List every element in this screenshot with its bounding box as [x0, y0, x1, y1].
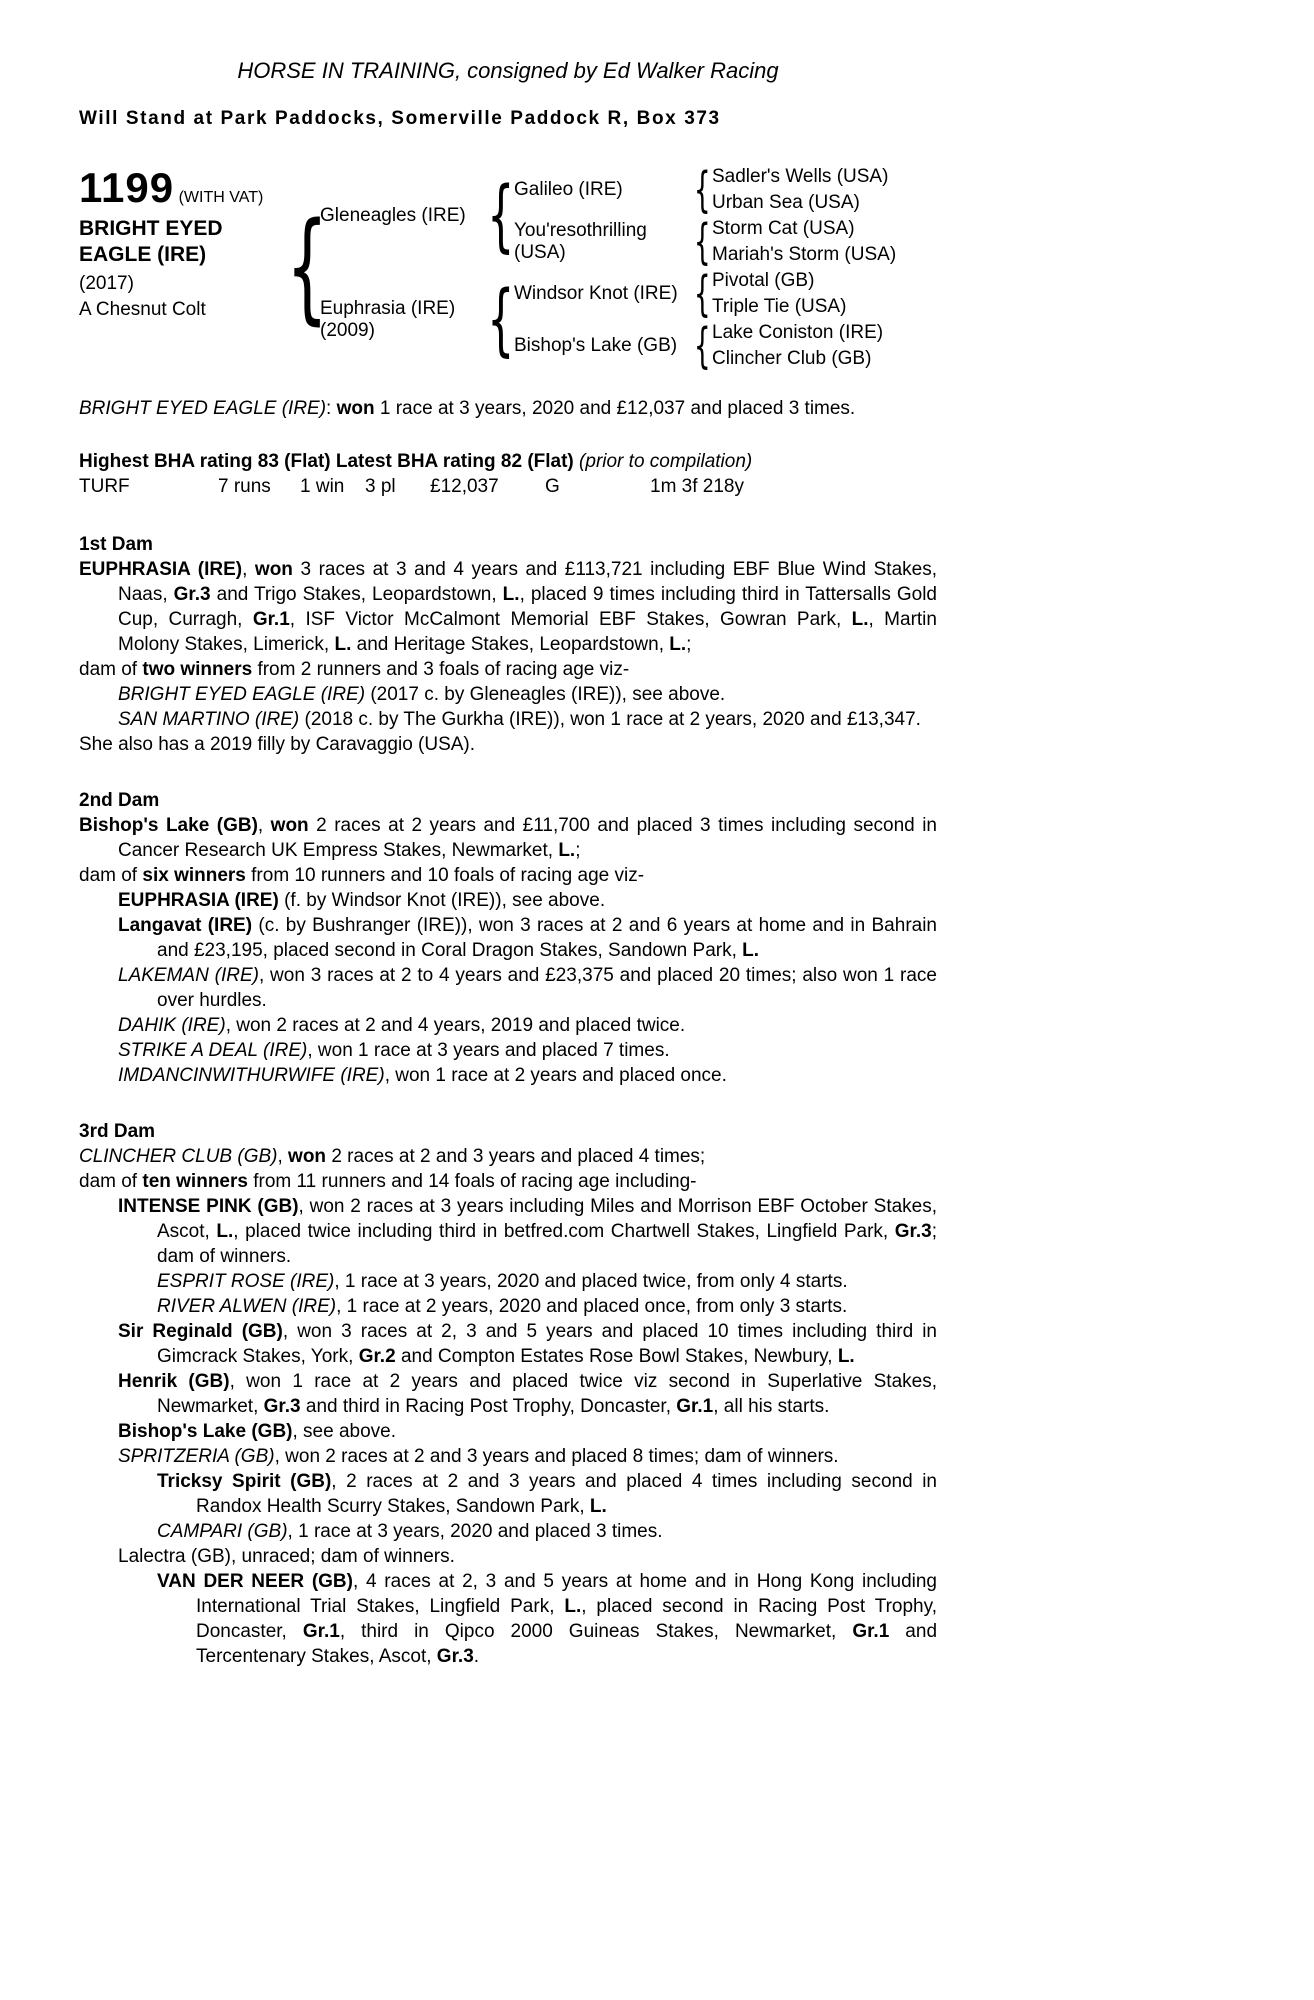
text-segment: , placed twice including third in betfred.com Chartwell Stakes, Lingfield Park, — [233, 1221, 895, 1242]
text-segment: , see above. — [292, 1421, 397, 1442]
text-segment: and Trigo Stakes, Leopardstown, — [210, 584, 503, 605]
pedigree-brace-icon: { — [693, 214, 711, 270]
text-segment: (2017 c. by Gleneagles (IRE)), see above. — [365, 684, 726, 705]
text-segment: Gr.3 — [436, 1646, 474, 1667]
lot-info — [79, 164, 294, 321]
pedigree-brace-icon: { — [487, 171, 515, 261]
text-segment: ; — [575, 840, 581, 861]
text-segment: Gr.3 — [173, 584, 211, 605]
text-segment: and Tercentenary Stakes, Ascot, — [196, 1621, 938, 1667]
catalogue-paragraph — [79, 913, 937, 963]
catalogue-paragraph — [79, 707, 937, 732]
text-segment: , all his starts. — [713, 1396, 830, 1417]
text-segment: L. — [334, 634, 352, 655]
text-segment: L. — [742, 940, 760, 961]
catalogue-paragraph — [79, 1544, 937, 1569]
catalogue-paragraph — [79, 1444, 937, 1469]
text-segment: EUPHRASIA (IRE) — [118, 890, 279, 911]
catalogue-paragraph — [79, 963, 937, 1013]
text-segment: and third in Racing Post Trophy, Doncaster, — [300, 1396, 677, 1417]
text-segment: . — [473, 1646, 480, 1667]
text-segment: , 2 races at 2 and 3 years and placed 4 times including second in Randox Health Scurry Stakes, Sandown Park, — [196, 1471, 937, 1517]
brace-cell — [692, 320, 712, 372]
great-grandparent-name: Clincher Club (GB) — [712, 348, 872, 370]
pedigree-table — [79, 164, 937, 372]
dam-name-text: Euphrasia (IRE) — [320, 298, 456, 320]
catalogue-paragraph — [79, 557, 937, 657]
horse-name-line2: EAGLE (IRE) — [79, 243, 207, 267]
brace-column-gen3 — [692, 164, 712, 372]
catalogue-paragraph — [79, 813, 937, 863]
text-segment: from 2 runners and 3 foals of racing age viz- — [252, 659, 630, 680]
catalogue-paragraph — [79, 1369, 937, 1419]
text-segment: , won 3 races at 2 to 4 years and £23,375 and placed 20 times; also won 1 race over hurdles. — [157, 965, 937, 1011]
vat-note: (WITH VAT) — [178, 189, 264, 206]
text-segment: 2 races at 2 years and £11,700 and placed 3 times including second in Cancer Research UK Empress Stakes, Newmarket, — [118, 815, 937, 861]
pedigree-brace-icon: { — [693, 266, 711, 322]
text-segment: won — [288, 1146, 327, 1167]
text-segment: DAHIK (IRE) — [118, 1015, 226, 1036]
section-3rd-dam — [79, 1119, 937, 1669]
pedigree-brace-icon: { — [487, 275, 515, 365]
catalogue-paragraph — [79, 1269, 937, 1294]
text-segment: STRIKE A DEAL (IRE) — [118, 1040, 308, 1061]
great-grandparent-name: Triple Tie (USA) — [712, 296, 847, 318]
brace-cell — [488, 268, 514, 372]
text-segment: Lalectra (GB), unraced; dam of winners. — [118, 1546, 455, 1567]
text-segment: CAMPARI (GB) — [157, 1521, 288, 1542]
sire-name-text: Gleneagles (IRE) — [320, 205, 466, 227]
sire-name — [320, 164, 488, 268]
text-segment: ten winners — [142, 1171, 248, 1192]
text-segment: CLINCHER CLUB (GB) — [79, 1146, 278, 1167]
turf-going: G — [545, 476, 560, 497]
text-segment: Gr.1 — [252, 609, 290, 630]
catalogue-paragraph — [79, 1469, 937, 1519]
pedigree-brace-icon: { — [693, 162, 711, 218]
turf-surface-label: TURF — [79, 476, 130, 497]
text-segment: dam of — [79, 865, 143, 886]
turf-distance: 1m 3f 218y — [650, 476, 744, 497]
horse-name-line1: BRIGHT EYED — [79, 217, 223, 240]
great-grandparent-name: Sadler's Wells (USA) — [712, 166, 889, 188]
stand-location: Will Stand at Park Paddocks, Somerville Paddock R, Box 373 — [79, 108, 721, 129]
text-segment: Highest BHA rating 83 (Flat) Latest BHA rating 82 (Flat) — [79, 451, 574, 472]
text-segment: and Heritage Stakes, Leopardstown, — [351, 634, 670, 655]
text-segment: SAN MARTINO (IRE) — [118, 709, 300, 730]
text-segment: IMDANCINWITHURWIFE (IRE) — [118, 1065, 385, 1086]
text-segment: Henrik (GB) — [118, 1371, 230, 1392]
text-segment: She also has a 2019 filly by Caravaggio (USA). — [79, 734, 476, 755]
lot-number-row — [79, 164, 294, 212]
text-segment: Gr.1 — [302, 1621, 340, 1642]
catalogue-paragraph — [79, 1294, 937, 1319]
text-segment: Gr.3 — [894, 1221, 932, 1242]
brace-cell — [692, 216, 712, 268]
text-segment: (c. by Bushranger (IRE)), won 3 races at 2 and 6 years at home and in Bahrain and £23,195, placed second in Coral Dragon Stakes, Sandown Park, — [157, 915, 937, 961]
text-segment: , placed 9 times including third in Tattersalls Gold Cup, Curragh, — [118, 584, 937, 630]
text-segment: BRIGHT EYED EAGLE (IRE) — [118, 684, 366, 705]
turf-wins: 1 win — [300, 476, 345, 497]
pedigree-brace-icon: { — [693, 318, 711, 374]
great-grandparent-name: Lake Coniston (IRE) — [712, 322, 884, 344]
text-segment: , 1 race at 3 years, 2020 and placed twice, from only 4 starts. — [334, 1271, 848, 1292]
text-segment: , won 1 race at 3 years and placed 7 times. — [307, 1040, 670, 1061]
text-segment: : — [326, 398, 337, 419]
pedigree-generation-3 — [712, 164, 937, 372]
text-segment: L. — [837, 1346, 855, 1367]
section-heading: 2nd Dam — [79, 790, 160, 811]
granddam-name: You'resothrilling (USA) — [514, 220, 647, 263]
text-segment: and Compton Estates Rose Bowl Stakes, Newbury, — [395, 1346, 838, 1367]
text-segment: (2018 c. by The Gurkha (IRE)), won 1 race at 2 years, 2020 and £13,347. — [299, 709, 921, 730]
brace-column-gen1 — [286, 164, 329, 372]
text-segment: Gr.3 — [263, 1396, 301, 1417]
text-segment: RIVER ALWEN (IRE) — [157, 1296, 337, 1317]
great-grandparent-name: Mariah's Storm (USA) — [712, 244, 897, 266]
horse-name — [79, 216, 294, 269]
pedigree-generation-1 — [320, 164, 488, 372]
text-segment: SPRITZERIA (GB) — [118, 1446, 275, 1467]
text-segment: dam of — [79, 1171, 143, 1192]
text-segment: Bishop's Lake (GB) — [79, 815, 258, 836]
brace-cell — [692, 268, 712, 320]
text-segment: LAKEMAN (IRE) — [118, 965, 259, 986]
catalogue-paragraph — [79, 1144, 937, 1169]
grandsire-name: Windsor Knot (IRE) — [514, 283, 678, 305]
text-segment: , won 3 races at 2, 3 and 5 years and placed 10 times including third in Gimcrack Stakes, York, — [157, 1321, 937, 1367]
text-segment: won — [270, 815, 309, 836]
brace-cell — [692, 164, 712, 216]
catalogue-paragraph — [79, 1569, 937, 1669]
text-segment: Sir Reginald (GB) — [118, 1321, 283, 1342]
page-content — [79, 58, 937, 1669]
turf-places: 3 pl — [365, 476, 396, 497]
text-segment: (f. by Windsor Knot (IRE)), see above. — [278, 890, 606, 911]
brace-cell — [488, 164, 514, 268]
great-grandparent-name: Storm Cat (USA) — [712, 218, 855, 240]
dam-name — [320, 268, 488, 372]
text-segment: Tricksy Spirit (GB) — [157, 1471, 332, 1492]
text-segment: , ISF Victor McCalmont Memorial EBF Stakes, Gowran Park, — [289, 609, 852, 630]
pedigree-brace-icon: { — [286, 198, 329, 337]
text-segment: 2 races at 2 and 3 years and placed 4 times; — [326, 1146, 706, 1167]
section-1st-dam — [79, 532, 937, 757]
text-segment: , won 1 race at 2 years and placed twice viz second in Superlative Stakes, Newmarket, — [157, 1371, 937, 1417]
catalogue-paragraph — [79, 1194, 937, 1269]
text-segment: , — [242, 559, 255, 580]
text-segment: , 4 races at 2, 3 and 5 years at home and in Hong Kong including International Trial Stakes, Lingfield Park, — [196, 1571, 937, 1617]
text-segment: , won 2 races at 2 and 4 years, 2019 and placed twice. — [225, 1015, 686, 1036]
section-paragraphs — [79, 813, 937, 1088]
dam-year-text: (2009) — [320, 320, 375, 341]
text-segment: , won 2 races at 2 and 3 years and placed 8 times; dam of winners. — [274, 1446, 839, 1467]
text-segment: (prior to compilation) — [579, 451, 753, 472]
horse-description: A Chesnut Colt — [79, 298, 206, 320]
text-segment: , won 1 race at 2 years and placed once. — [384, 1065, 727, 1086]
text-segment: , placed second in Racing Post Trophy, Doncaster, — [196, 1596, 937, 1642]
catalogue-paragraph — [79, 888, 937, 913]
section-paragraphs — [79, 1144, 937, 1669]
catalogue-paragraph — [79, 1419, 937, 1444]
text-segment: 3 races at 3 and 4 years and £113,721 including EBF Blue Wind Stakes, Naas, — [118, 559, 937, 605]
catalogue-paragraph — [79, 1169, 937, 1194]
text-segment: L. — [216, 1221, 234, 1242]
text-segment: Gr.1 — [676, 1396, 714, 1417]
section-2nd-dam — [79, 788, 937, 1088]
catalogue-paragraph — [79, 657, 937, 682]
foaling-year: (2017) — [79, 272, 134, 294]
catalogue-paragraph — [79, 1519, 937, 1544]
text-segment: L. — [851, 609, 869, 630]
lot-number: 1199 — [79, 164, 175, 211]
great-grandparent-name: Urban Sea (USA) — [712, 192, 860, 214]
pedigree-generation-2 — [514, 164, 692, 372]
text-segment: ESPRIT ROSE (IRE) — [157, 1271, 335, 1292]
catalogue-paragraph — [79, 1038, 937, 1063]
catalogue-paragraph — [79, 1013, 937, 1038]
section-heading: 3rd Dam — [79, 1121, 156, 1142]
text-segment: six winners — [142, 865, 246, 886]
text-segment: INTENSE PINK (GB) — [118, 1196, 299, 1217]
grandsire-name: Galileo (IRE) — [514, 179, 623, 201]
text-segment: ; — [686, 634, 692, 655]
great-grandparent-name: Pivotal (GB) — [712, 270, 815, 292]
text-segment: L. — [558, 840, 576, 861]
section-paragraphs — [79, 557, 937, 757]
text-segment: L. — [564, 1596, 582, 1617]
catalogue-paragraph — [79, 1063, 937, 1088]
text-segment: EUPHRASIA (IRE) — [79, 559, 243, 580]
section-heading: 1st Dam — [79, 534, 153, 555]
turf-earnings: £12,037 — [430, 476, 499, 497]
text-segment: won — [254, 559, 293, 580]
turf-runs: 7 runs — [218, 476, 271, 497]
catalogue-paragraph — [79, 863, 937, 888]
text-segment: , 1 race at 3 years, 2020 and placed 3 times. — [287, 1521, 663, 1542]
bha-ratings — [79, 449, 937, 474]
brace-cell — [286, 164, 329, 372]
race-summary — [79, 396, 937, 421]
catalogue-paragraph — [79, 732, 937, 757]
brace-column-gen2 — [488, 164, 514, 372]
text-segment: , won 2 races at 3 years including Miles and Morrison EBF October Stakes, Ascot, — [157, 1196, 938, 1242]
text-segment: VAN DER NEER (GB) — [157, 1571, 353, 1592]
text-segment: dam of — [79, 659, 143, 680]
granddam-name: Bishop's Lake (GB) — [514, 335, 678, 357]
text-segment: , 1 race at 2 years, 2020 and placed once, from only 3 starts. — [336, 1296, 848, 1317]
catalogue-paragraph — [79, 682, 937, 707]
text-segment: won — [336, 398, 375, 419]
text-segment: BRIGHT EYED EAGLE (IRE) — [79, 398, 327, 419]
text-segment: Gr.1 — [852, 1621, 890, 1642]
text-segment: , Martin Molony Stakes, Limerick, — [118, 609, 937, 655]
text-segment: ; dam of winners. — [157, 1221, 937, 1267]
text-segment: Langavat (IRE) — [118, 915, 253, 936]
text-segment: L. — [502, 584, 520, 605]
text-segment: , — [277, 1146, 289, 1167]
catalogue-paragraph — [79, 1319, 937, 1369]
text-segment: , — [257, 815, 271, 836]
race-record-row — [79, 476, 937, 501]
text-segment: from 11 runners and 14 foals of racing age including- — [247, 1171, 697, 1192]
page-title: HORSE IN TRAINING, consigned by Ed Walker Racing — [237, 58, 779, 83]
text-segment: L. — [589, 1496, 607, 1517]
text-segment: , third in Qipco 2000 Guineas Stakes, Newmarket, — [339, 1621, 853, 1642]
text-segment: from 10 runners and 10 foals of racing age viz- — [245, 865, 645, 886]
text-segment: Bishop's Lake (GB) — [118, 1421, 293, 1442]
text-segment: two winners — [142, 659, 253, 680]
text-segment: Gr.2 — [358, 1346, 396, 1367]
text-segment: L. — [669, 634, 687, 655]
text-segment: 1 race at 3 years, 2020 and £12,037 and placed 3 times. — [374, 398, 856, 419]
